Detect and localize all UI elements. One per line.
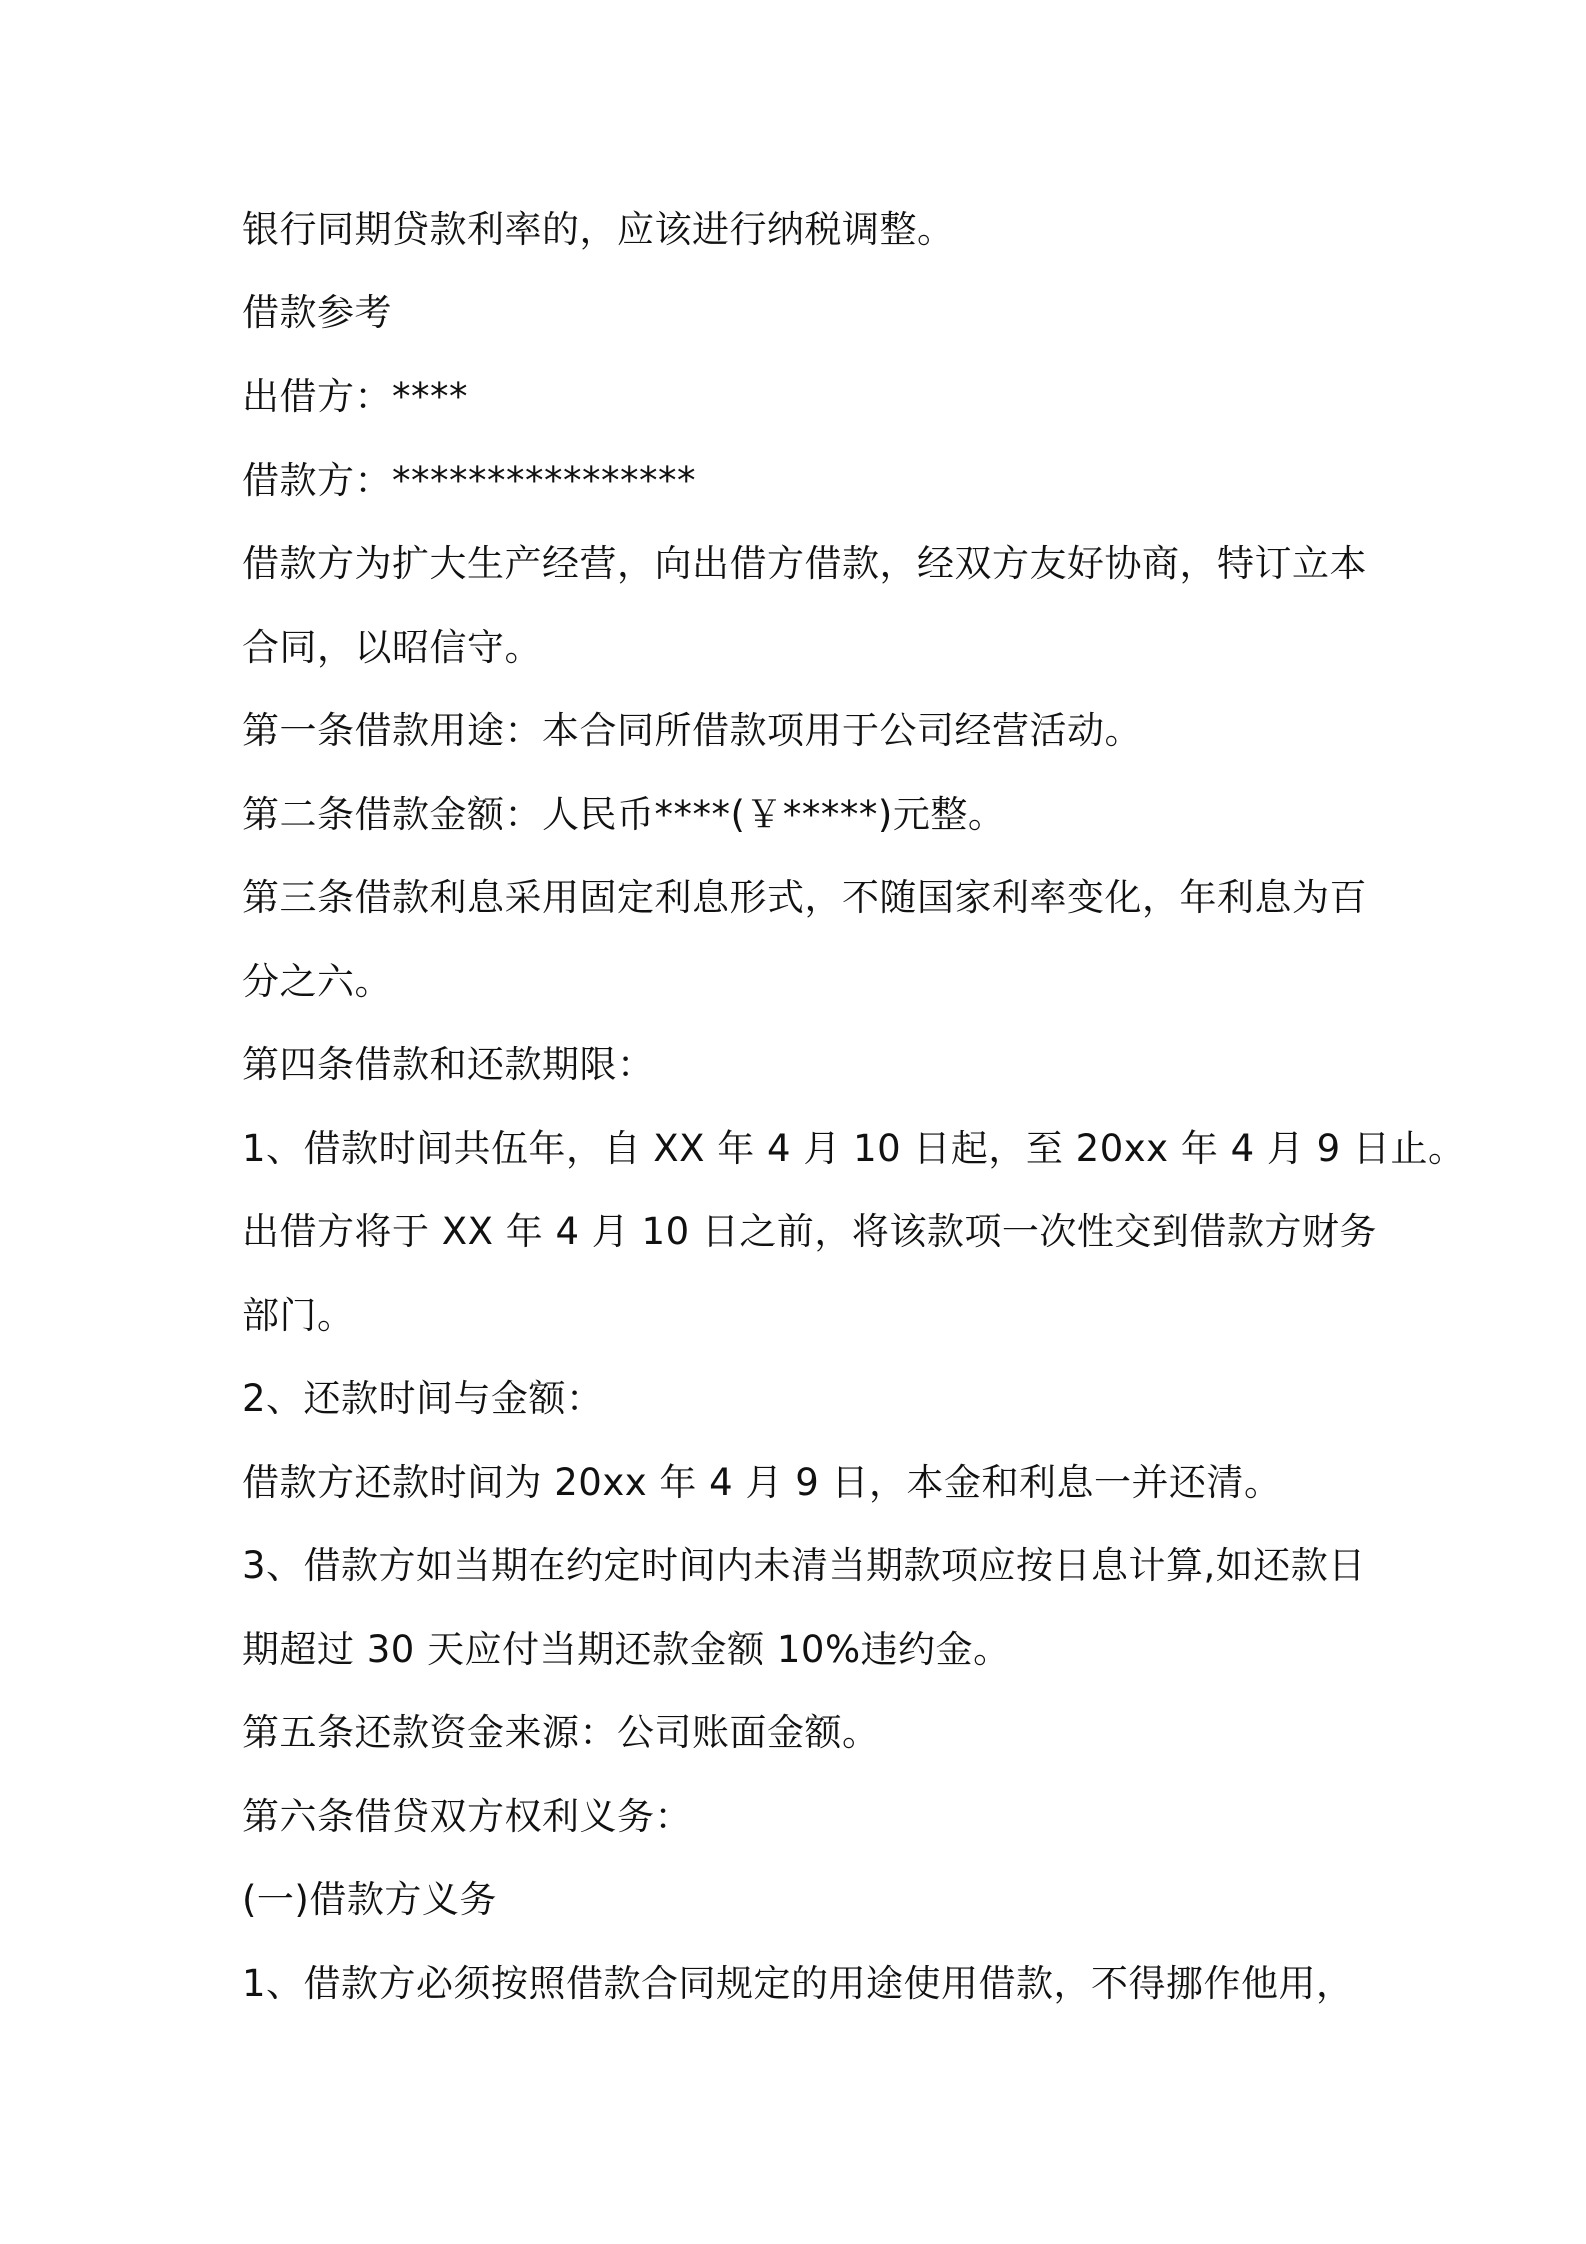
text-line: 分之六。 (242, 960, 392, 1003)
article-1: 第一条借款用途：本合同所借款项用于公司经营活动。 (242, 709, 1142, 752)
text-line: 出借方将于 XX 年 4 月 10 日之前，将该款项一次性交到借款方财务 (242, 1210, 1377, 1253)
text-line: 借款方还款时间为 20xx 年 4 月 9 日，本金和利息一并还清。 (242, 1461, 1282, 1504)
article-4: 第四条借款和还款期限： (242, 1043, 655, 1086)
clause-item: 1、借款时间共伍年，自 XX 年 4 月 10 日起，至 20xx 年 4 月 9 日止。 (242, 1127, 1466, 1170)
article-2: 第二条借款金额：人民币****(￥*****)元整。 (242, 793, 1006, 836)
article-5: 第五条还款资金来源：公司账面金额。 (242, 1711, 880, 1754)
text-line: 合同，以昭信守。 (242, 626, 542, 669)
subsection-heading: (一)借款方义务 (242, 1878, 497, 1921)
lender-line: 出借方：**** (242, 375, 468, 418)
article-3: 第三条借款利息采用固定利息形式，不随国家利率变化，年利息为百 (242, 876, 1367, 919)
text-line: 期超过 30 天应付当期还款金额 10%违约金。 (242, 1628, 1011, 1671)
text-line: 银行同期贷款利率的，应该进行纳税调整。 (242, 208, 955, 251)
clause-item: 3、借款方如当期在约定时间内未清当期款项应按日息计算,如还款日 (242, 1544, 1366, 1587)
text-line: 借款方为扩大生产经营，向出借方借款，经双方友好协商，特订立本 (242, 542, 1367, 585)
section-heading: 借款参考 (242, 291, 392, 334)
clause-item: 1、借款方必须按照借款合同规定的用途使用借款，不得挪作他用， (242, 1962, 1354, 2005)
borrower-line: 借款方：**************** (242, 459, 696, 502)
clause-item: 2、还款时间与金额： (242, 1377, 604, 1420)
text-line: 部门。 (242, 1294, 355, 1337)
article-6: 第六条借贷双方权利义务： (242, 1795, 692, 1838)
